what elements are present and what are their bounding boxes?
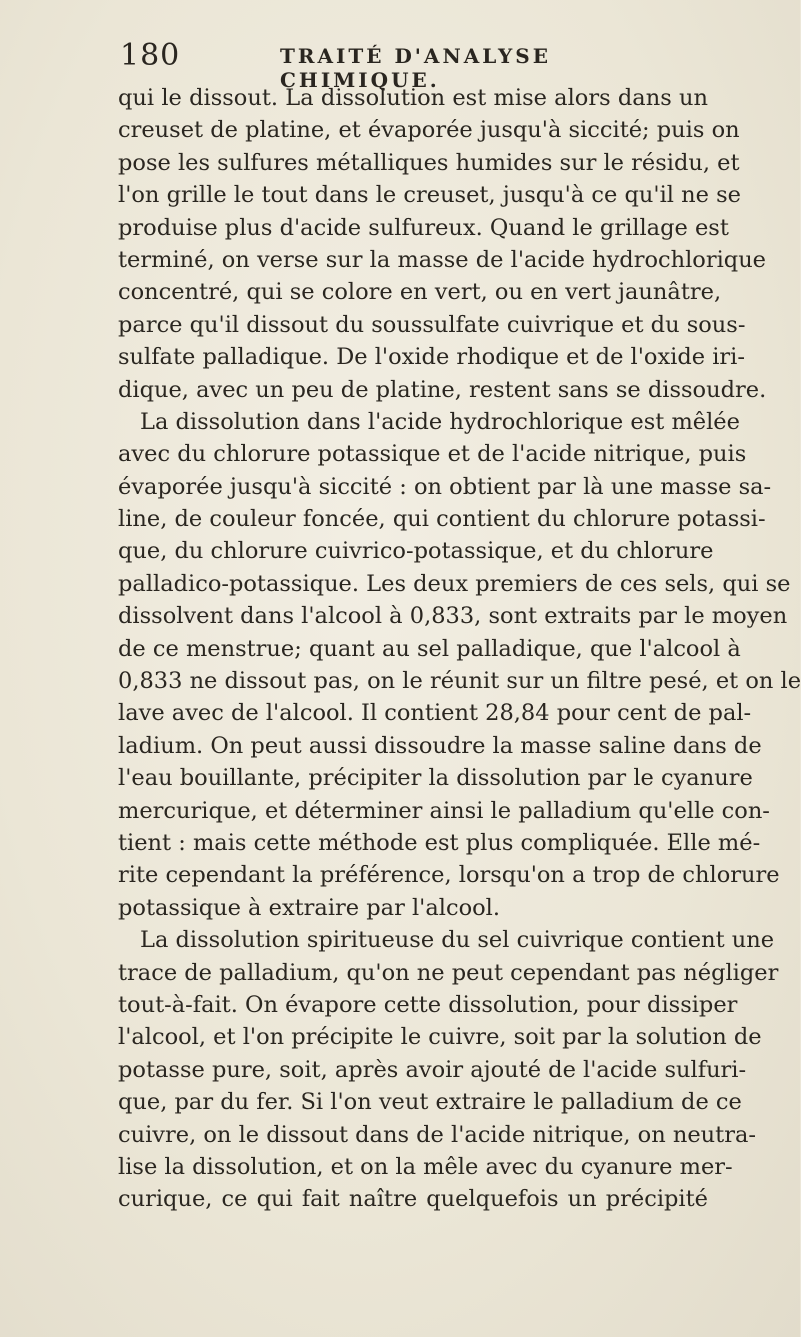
text-line: l'alcool, et l'on précipite le cuivre, soit par la solution de xyxy=(118,1024,762,1051)
page-number: 180 xyxy=(120,38,181,73)
text-line: trace de palladium, qu'on ne peut cependant pas négliger xyxy=(118,959,779,986)
text-line: cuivre, on le dissout dans de l'acide nitrique, on neutra- xyxy=(118,1121,756,1148)
text-line: La dissolution dans l'acide hydrochlorique est mêlée xyxy=(140,408,740,435)
text-line: lave avec de l'alcool. Il contient 28,84 pour cent de pal- xyxy=(118,700,752,727)
text-line: sulfate palladique. De l'oxide rhodique et de l'oxide iri- xyxy=(118,344,745,371)
text-line: rite cependant la préférence, lorsqu'on a trop de chlorure xyxy=(118,862,780,889)
text-line: tient : mais cette méthode est plus compliquée. Elle mé- xyxy=(118,829,761,856)
text-line: terminé, on verse sur la masse de l'acide hydrochlorique xyxy=(118,246,766,273)
text-line: évaporée jusqu'à siccité : on obtient par là une masse sa- xyxy=(118,473,772,500)
text-line: potassique à extraire par l'alcool. xyxy=(118,894,501,921)
text-line: curique, ce qui fait naître quelquefois un précipité xyxy=(118,1186,708,1213)
text-line: de ce menstrue; quant au sel palladique, que l'alcool à xyxy=(118,635,741,662)
text-line: La dissolution spiritueuse du sel cuivrique contient une xyxy=(140,927,775,954)
text-line: potasse pure, soit, après avoir ajouté de l'acide sulfuri- xyxy=(118,1056,747,1083)
body-text xyxy=(118,82,801,1216)
text-line: line, de couleur foncée, qui contient du chlorure potassi- xyxy=(118,506,766,533)
page-header xyxy=(120,38,720,92)
text-line: produise plus d'acide sulfureux. Quand le grillage est xyxy=(118,214,729,241)
text-line: concentré, qui se colore en vert, ou en vert jaunâtre, xyxy=(118,279,722,306)
text-line: 0,833 ne dissout pas, on le réunit sur un filtre pesé, et on le xyxy=(118,668,801,695)
text-line: parce qu'il dissout du soussulfate cuivrique et du sous- xyxy=(118,311,746,338)
text-line: palladico-potassique. Les deux premiers de ces sels, qui se xyxy=(118,570,791,597)
text-line: dissolvent dans l'alcool à 0,833, sont extraits par le moyen xyxy=(118,603,788,630)
text-line: que, par du fer. Si l'on veut extraire le palladium de ce xyxy=(118,1089,742,1116)
text-line: l'eau bouillante, précipiter la dissolution par le cyanure xyxy=(118,765,753,792)
text-line: qui le dissout. La dissolution est mise alors dans un xyxy=(118,85,708,111)
text-line: ladium. On peut aussi dissoudre la masse saline dans de xyxy=(118,732,762,759)
running-title: TRAITÉ D'ANALYSE CHIMIQUE. xyxy=(280,44,551,92)
text-line: que, du chlorure cuivrico-potassique, et du chlorure xyxy=(118,538,714,565)
text-line: mercurique, et déterminer ainsi le palladium qu'elle con- xyxy=(118,797,770,824)
text-line: creuset de platine, et évaporée jusqu'à siccité; puis on xyxy=(118,117,740,144)
text-line: dique, avec un peu de platine, restent sans se dissoudre. xyxy=(118,376,767,403)
text-line: l'on grille le tout dans le creuset, jusqu'à ce qu'il ne se xyxy=(118,182,741,209)
text-line: avec du chlorure potassique et de l'acide nitrique, puis xyxy=(118,441,747,468)
text-line: pose les sulfures métalliques humides sur le résidu, et xyxy=(118,149,740,176)
text-line: tout-à-fait. On évapore cette dissolution, pour dissiper xyxy=(118,991,738,1018)
text-line: lise la dissolution, et on la mêle avec du cyanure mer- xyxy=(118,1153,733,1180)
